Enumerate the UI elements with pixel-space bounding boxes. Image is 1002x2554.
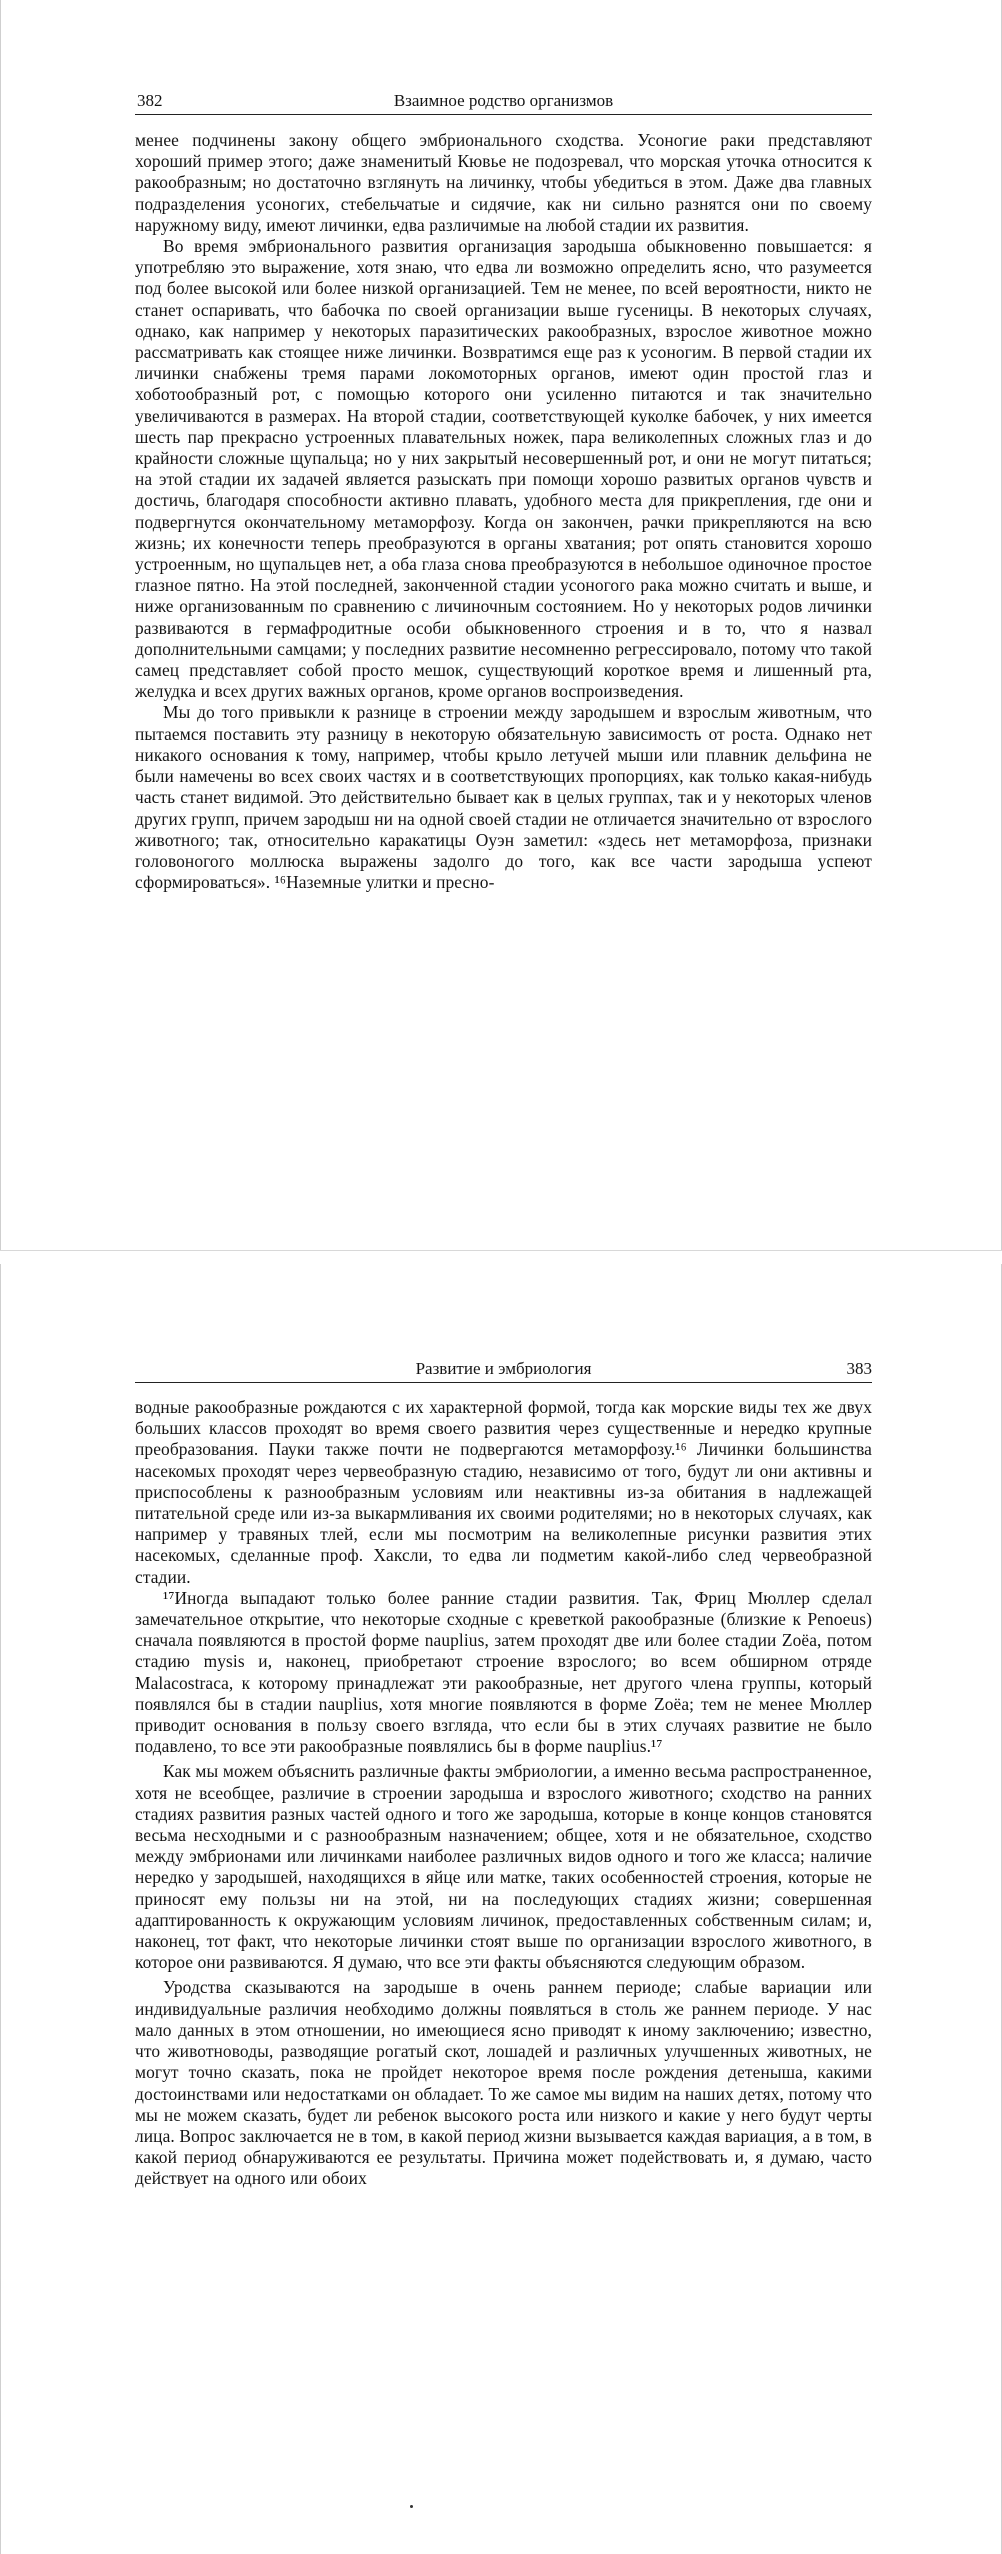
paragraph: Мы до того привыкли к разнице в строении между зародышем и взрослым животным, что пытаемся поставить эту разницу в некоторую обязательную зависимость от роста. Однако нет никакого основания к тому, например, чтобы крыло летучей мыши или плавник дельфина не были намечены во всех своих частях и в соответствующих пропорциях, как только какая-нибудь часть станет видимой. Это действительно бывает как в целых группах, так и у некоторых членов других групп, причем зародыш ни на одной своей стадии не отличается значительно от взрослого животного; так, относительно каракатицы Оуэн заметил: «здесь нет метаморфоза, признаки головоногого моллюска выражены задолго до того, как все части зародыша успеют сформироваться». ¹⁶Наземные улитки и пресно-: [135, 702, 872, 893]
paragraph: Во время эмбрионального развития организация зародыша обыкновенно повышается: я употребляю это выражение, хотя знаю, что едва ли возможно определить ясно, что разумеется под более высокой или более низкой организацией. Тем не менее, по всей вероятности, никто не станет оспаривать, что бабочка по своей организации выше гусеницы. В некоторых случаях, однако, как например у некоторых паразитических ракообразных, взрослое животное можно рассматривать как стоящее ниже личинки. Возвратимся еще раз к усоногим. В первой стадии их личинки снабжены тремя парами локомоторных органов, имеют один простой глаз и хоботообразный рот, с помощью которого они усиленно питаются и так значительно увеличиваются в размерах. На второй стадии, соответствующей куколке бабочек, у них имеется шесть пар прекрасно устроенных плавательных ножек, пара великолепных сложных глаз и до крайности сложные щупальца; но у них закрытый несовершенный рот, и они не могут питаться; на этой стадии их задачей является разыскать при помощи хорошо развитых органов чувств и достичь, благодаря способности активно плавать, удобного места для прикрепления, где они и подвергнутся окончательному метаморфозу. Когда он закончен, рачки прикрепляются на всю жизнь; их конечности теперь преобразуются в органы хватания; рот опять становится хорошо устроенным, но щупальцев нет, а оба глаза снова преобразуются в небольшое одиночное простое глазное пятно. На этой последней, законченной стадии усоногого рака можно считать и выше, и ниже организованным по сравнению с личиночным состоянием. Но у некоторых родов личинки развиваются в гермафродитные особи обыкновенного строения и в то, что я назвал дополнительными самцами; у последних развитие несомненно регрессировало, потому что такой самец представляет собой просто мешок, существующий короткое время и лишенный рта, желудка и всех других важных органов, кроме органов воспроизведения.: [135, 236, 872, 702]
running-title: Взаимное родство организмов: [393, 91, 614, 110]
paragraph: водные ракообразные рождаются с их характерной формой, тогда как морские виды тех же двух больших классов проходят во время своего развития через существенные и нередко крупные преобразования. Пауки также почти не подвергаются метаморфозу.¹⁶ Личинки большинства насекомых проходят через червеобразную стадию, независимо от того, будут ли они активны и приспособлены к разнообразным условиям или неактивны из-за обитания в надлежащей питательной среде или из-за выкармливания их своими родителями; но в некоторых случаях, как например у травяных тлей, если мы посмотрим на великолепные рисунки развития этих насекомых, сделанные проф. Хаксли, то едва ли подметим какой-либо след червеобразной стадии.: [135, 1397, 872, 1587]
page-number: 382: [137, 91, 163, 110]
paragraph: ¹⁷Иногда выпадают только более ранние стадии развития. Так, Фриц Мюллер сделал замечательное открытие, что некоторые сходные с креветкой ракообразные (близкие к Penoeus) сначала появляются в простой форме nauplius, затем проходят две или более стадии Zoëa, потом стадию mysis и, наконец, приобретают строение взрослого; во всем обширном отряде Malacostraca, к которому принадлежат эти ракообразные, нет другого члена группы, который появлялся бы в стадии nauplius, хотя многие появляются в форме Zoëa; тем не менее Мюллер приводит основания в пользу своего взгляда, что если бы в этих случаях развитие не было подавлено, то все эти ракообразные появлялись бы в форме nauplius.¹⁷: [135, 1587, 872, 1757]
page-header: [135, 88, 872, 115]
body-text: [135, 1397, 872, 2190]
body-text: [135, 130, 872, 893]
paragraph: менее подчинены закону общего эмбрионального сходства. Усоногие раки представляют хороший пример этого; даже знаменитый Кювье не подозревал, что морская уточка относится к ракообразным; но достаточно взглянуть на личинку, чтобы убедиться в этом. Даже два главных подразделения усоногих, стебельчатые и сидячие, как ни сильно разнятся они по своему наружному виду, имеют личинки, едва различимые на любой стадии их развития.: [135, 130, 872, 235]
page-edge-left: [0, 0, 1, 1250]
page-header: [135, 1356, 872, 1383]
page-382: [0, 0, 1002, 1250]
print-speck: [410, 2505, 413, 2508]
page-edge-left: [0, 1264, 1, 2554]
paragraph: Уродства сказываются на зародыше в очень раннем периоде; слабые вариации или индивидуальные различия необходимо должны появляться в столь же раннем периоде. У нас мало данных в этом отношении, но имеющиеся ясно приводят к иному заключению; известно, что животноводы, разводящие рогатый скот, лошадей и различных улучшенных животных, не могут точно сказать, пока не пройдет некоторое время после рождения детеныша, какими достоинствами или недостатками он обладает. То же самое мы видим на наших детях, потому что мы не можем сказать, будет ли ребенок высокого роста или низкого и какие у него будут черты лица. Вопрос заключается не в том, в какой период жизни вызывается каждая вариация, а в том, в какой период обнаруживаются ее результаты. Причина может подействовать и, я думаю, часто действует на одного или обоих: [135, 1977, 872, 2189]
running-title: Развитие и эмбриология: [415, 1359, 592, 1378]
page-number: 383: [846, 1359, 872, 1378]
paragraph: Как мы можем объяснить различные факты эмбриологии, а именно весьма распространенное, хотя не всеобщее, различие в строении зародыша и взрослого животного; сходство на ранних стадиях развития разных частей одного и того же зародыша, которые в конце концов становятся весьма несходными и с разнообразным назначением; общее, хотя и не обязательное, сходство между эмбрионами или личинками наиболее различных видов одного и того же класса; наличие нередко у зародышей, находящихся в яйце или матке, таких особенностей строения, которые не приносят ему пользы ни на этой, ни на последующих стадиях жизни; совершенная адаптированность к окружающим условиям личинок, предоставленных собственным силам; и, наконец, тот факт, что некоторые личинки стоят выше по организации взрослого животного, в которое они развиваются. Я думаю, что все эти факты объясняются следующим образом.: [135, 1761, 872, 1973]
